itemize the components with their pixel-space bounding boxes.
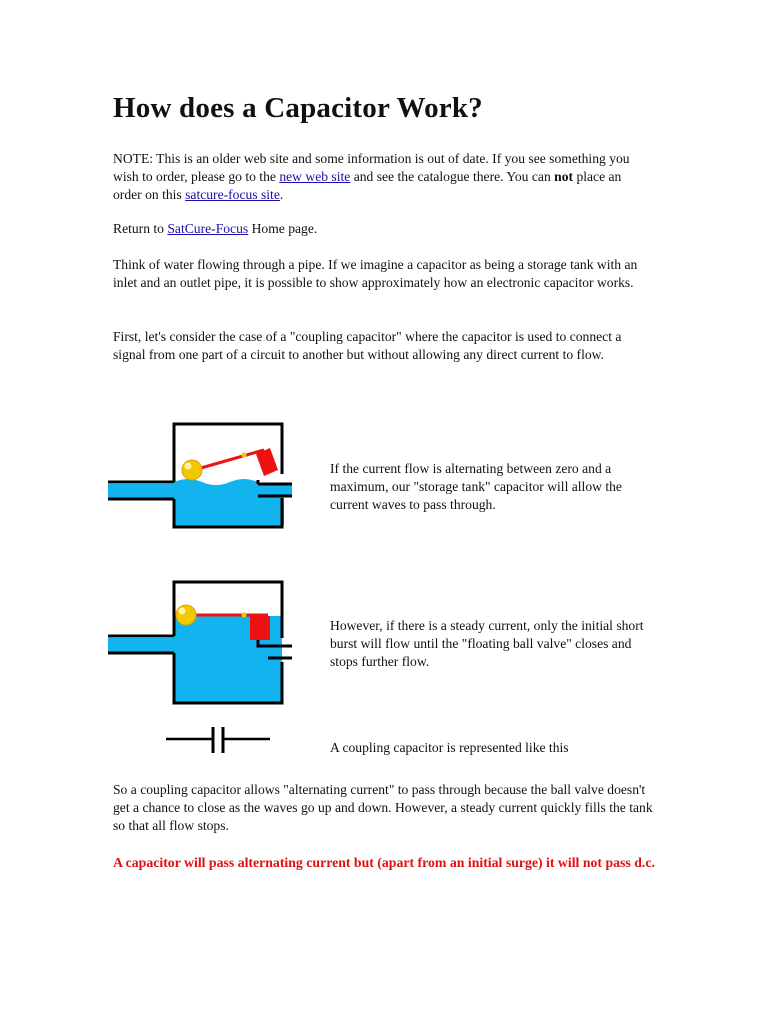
outlet-pipe-top: [258, 480, 292, 484]
note-text-middle: and see the catalogue there. You can: [350, 169, 555, 184]
float-ball-icon: [182, 460, 202, 480]
float-ball-highlight: [185, 463, 192, 470]
coupling-paragraph: First, let's consider the case of a "coupling capacitor" where the capacitor is used to connect a signal from one part of a circuit to another but without allowing any direct current to flow.: [113, 329, 622, 362]
caption-symbol: A coupling capacitor is represented like this: [330, 740, 569, 755]
inlet-pipe-water: [108, 638, 176, 652]
float-ball-highlight: [179, 608, 186, 615]
satcure-focus-home-link[interactable]: SatCure-Focus: [167, 221, 249, 236]
note-text-middle2: place an order on this: [113, 169, 622, 202]
tank-diagram-steady: [108, 578, 293, 708]
note-text-end: .: [279, 187, 284, 202]
return-text-end: Home page.: [248, 221, 318, 236]
float-ball-icon: [176, 605, 196, 625]
page-title: How does a Capacitor Work?: [113, 92, 483, 124]
capacitor-symbol-icon: [166, 725, 274, 757]
note-text-start: NOTE: This is an older web site and some information is out of date. If you see something you wish to order, please go to the: [113, 151, 630, 184]
valve-pivot-icon: [242, 613, 247, 618]
caption-steady: However, if there is a steady current, only the initial short burst will flow until the "floating ball valve" closes and stops further flow.: [330, 618, 644, 669]
inlet-pipe-water: [108, 484, 176, 498]
tank-diagram-alternating: [108, 420, 293, 530]
new-web-site-link[interactable]: new web site: [279, 169, 351, 184]
note-paragraph: [113, 150, 653, 204]
note-bold-not: not: [554, 169, 574, 184]
return-text-start: Return to: [113, 221, 168, 236]
valve-flap-icon: [250, 616, 270, 640]
caption-alternating: If the current flow is alternating between zero and a maximum, our "storage tank" capacitor will allow the current waves to pass through.: [330, 461, 622, 512]
conclusion-text: A capacitor will pass alternating current but (apart from an initial surge) it will not pass d.c.: [113, 855, 655, 870]
valve-arm-icon: [194, 450, 264, 470]
outlet-pipe-water: [258, 484, 292, 496]
intro-paragraph: Think of water flowing through a pipe. If we imagine a capacitor as being a storage tank with an inlet and an outlet pipe, it is possible to show approximately how an electronic capacitor works.: [113, 257, 638, 290]
valve-pivot-icon: [242, 453, 247, 458]
return-paragraph: [113, 220, 653, 238]
satcure-focus-site-link[interactable]: satcure-focus site: [185, 187, 280, 202]
summary-paragraph: So a coupling capacitor allows "alternating current" to pass through because the ball valve doesn't get a chance to close as the waves go up and down. However, a steady current quickly fills the tank so that all flow stops.: [113, 782, 653, 833]
